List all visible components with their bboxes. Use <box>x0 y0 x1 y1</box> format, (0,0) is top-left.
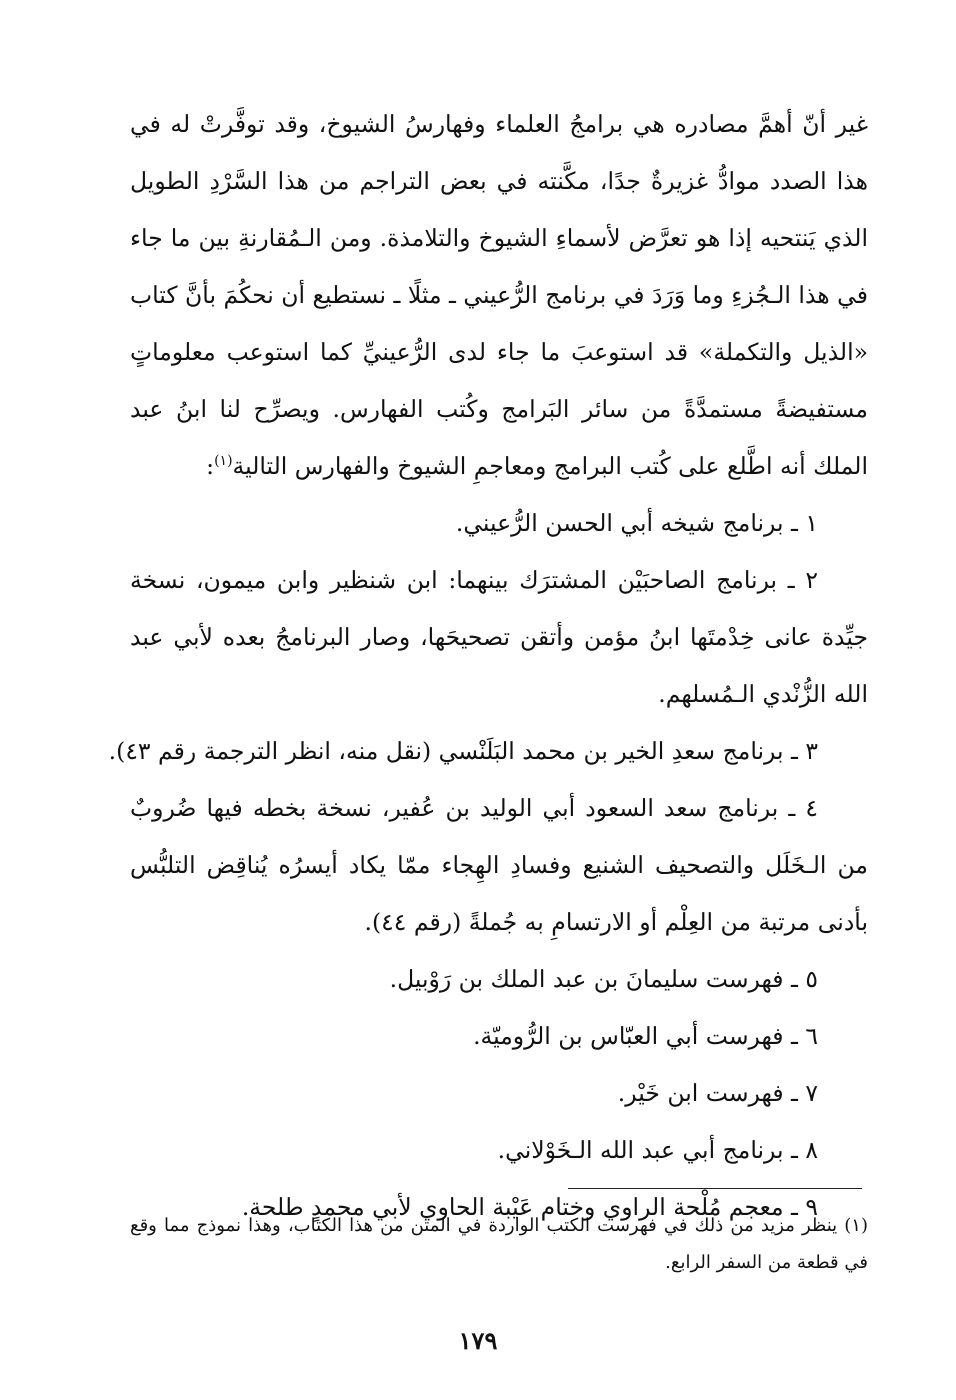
list-item: ٩ ـ معجم مُلْحة الراوي وختام عَيْبة الحاوي لأبي محمدٍ طلحة. <box>241 1193 818 1221</box>
footnote-mark: (١) <box>844 1215 868 1236</box>
footnote-divider <box>568 1188 862 1189</box>
list-item: ٢ ـ برنامج الصاحبَيْن المشترَك بينهما: ابن شنظير وابن ميمون، نسخة جيِّدة عانى خِدْمتَها ابنُ مؤمن وأتقن تصحيحَها، وصار البرنامجُ بعده لأبي عبد الله الزُّنْدي الـمُسلهم. <box>130 566 868 708</box>
list-item: ٨ ـ برنامج أبي عبد الله الـخَوْلاني. <box>497 1136 818 1164</box>
intro-colon: : <box>206 452 215 480</box>
page-number: ١٧٩ <box>458 1326 498 1355</box>
list-item: ٧ ـ فهرست ابن خَيْر. <box>617 1079 818 1107</box>
footnote-reference: (١) <box>214 453 233 470</box>
footnote <box>130 1207 868 1281</box>
list-item: ٤ ـ برنامج سعد السعود أبي الوليد بن عُفير، نسخة بخطه فيها ضُروبٌ من الـخَلَل والتصحيف الشنيع وفسادِ الهِجاء ممّا يكاد أيسرُه يُناقِض التلبُّس بأدنى مرتبة من العِلْم أو الارتسامِ به جُملةً (رقم ٤٤). <box>130 794 868 936</box>
list-item: ٥ ـ فهرست سليمانَ بن عبد الملك بن رَوْبيل. <box>389 965 818 993</box>
list-item: ٣ ـ برنامج سعدِ الخير بن محمد البَلَنْسي (نقل منه، انظر الترجمة رقم ٤٣). <box>108 737 818 765</box>
list-item: ٦ ـ فهرست أبي العبّاس بن الرُّوميّة. <box>473 1022 818 1050</box>
intro-text: غير أنّ أهمَّ مصادره هي برامجُ العلماء وفهارسُ الشيوخ، وقد توفَّرتْ له في هذا الصدد موادُّ غزيرةٌ جدًا، مكَّنته في بعض التراجم من هذا السَّرْدِ الطويل الذي يَنتحيه إذا هو تعرَّض لأسماءِ الشيوخ والتلامذة. ومن الـمُقارنةِ بين ما جاء في هذا الـجُزءِ وما وَرَدَ في برنامج الرُّعيني ـ مثلًا ـ نستطيع أن نحكُمَ بأنَّ كتاب «الذيل والتكملة» قد استوعبَ ما جاء لدى الرُّعينيِّ كما استوعب معلوماتٍ مستفيضةً مستمدَّةً من سائر البَرامج وكُتب الفهارس. ويصرِّح لنا ابنُ عبد الملك أنه اطَّلع على كُتب البرامج ومعاجمِ الشيوخ والفهارس التالية <box>130 110 868 480</box>
main-text <box>108 96 868 1236</box>
list-item: ١ ـ برنامج شيخه أبي الحسن الرُّعيني. <box>455 509 818 537</box>
intro-paragraph <box>130 96 868 495</box>
footnote-text: ينظر مزيد من ذلك في فهرست الكتب الواردة في المتن من هذا الكتاب، وهذا نموذج مما وقع في قطعة من السفر الرابع. <box>130 1215 868 1273</box>
